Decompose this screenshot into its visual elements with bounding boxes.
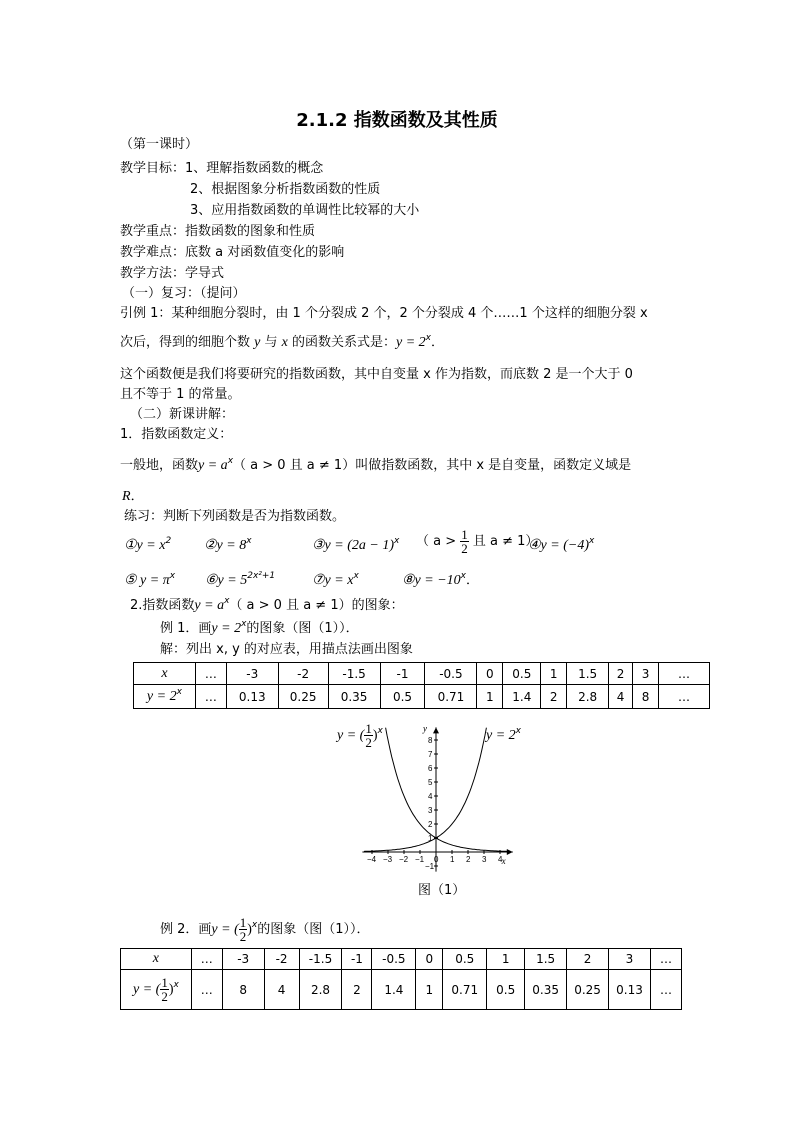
example-2-suffix: 的图象（图（1））． [257,922,370,937]
table-cell: 3 [609,949,651,970]
example-2-fraction [239,916,248,943]
graph-label-right-formula: y = 2 [486,728,516,743]
definition-formula-exp: x [227,456,234,466]
var-x: x [281,335,288,350]
table-1-label-exp: x [176,686,182,697]
teaching-method: 教学方法：学导式 [120,266,225,281]
table-cell: -3 [226,663,278,685]
table-cell: 3 [633,663,659,685]
table-2-label-num: 1 [161,975,168,990]
intro-line-2 [120,334,444,352]
example-2-formula-prefix: y = ( [211,922,239,937]
exercise-7-formula: ⑦y = x [312,573,354,588]
table-cell: … [195,685,226,709]
fraction-num: 1 [461,527,468,542]
intro-prefix: 次后，得到的细胞个数 [120,335,255,350]
exercise-1 [124,537,171,555]
table-cell: 0.13 [226,685,278,709]
exercise-4-exp: x [588,536,595,546]
exercise-6 [205,572,275,590]
objectives-label-text: 教学目标： [120,161,186,176]
exercise-3-formula: ③y = (2a − 1) [312,538,394,553]
graph-heading-exp: x [224,596,230,606]
y-axis-label: y [423,723,427,734]
table-cell: 4 [609,685,633,709]
exercise-3-cond-b: 且 a ≠ 1） [472,534,539,549]
intro-mid2: 的函数关系式是： [287,335,396,350]
objective-2: 2、根据图象分析指数函数的性质 [190,182,381,197]
table-2-label-prefix: y = ( [132,982,161,997]
table-cell: 0.5 [503,663,541,685]
table-cell: -1.5 [299,949,342,970]
table-cell: 1 [487,949,525,970]
y-tick-label: 8 [428,736,433,745]
definition-formula: y = a [198,458,228,473]
table-cell: 2 [567,949,609,970]
fraction-den: 2 [461,541,468,556]
table-cell: -1 [342,949,372,970]
exercise-5-formula: ⑤ y = π [124,573,170,588]
table-2-row-x [121,949,682,970]
table-1-row-y [134,685,710,709]
graph-label-left-den: 2 [365,735,372,750]
x-tick-label: −4 [367,855,377,864]
table-cell: -0.5 [425,663,477,685]
exercise-3-condition [416,528,538,555]
table-cell: 8 [633,685,659,709]
graph-label-left-exp: x [377,726,383,736]
table-cell: … [191,970,222,1010]
graph-heading-prefix: 2.指数函数 [130,598,195,613]
y-tick-label: −1 [425,862,435,871]
explain-line-2: 且不等于 1 的常量。 [120,387,241,402]
objective-3: 3、应用指数函数的单调性比较幂的大小 [190,203,420,218]
var-y: y [254,335,261,350]
exercise-3-cond-a: （ a > [416,534,457,549]
table-cell: … [650,970,681,1010]
table-cell: 8 [222,970,264,1010]
fraction-half [460,528,469,555]
table-cell: 0 [416,949,443,970]
x-tick-label: 1 [450,855,455,864]
intro-formula: y = 2 [395,335,426,350]
table-cell: … [650,949,681,970]
table-cell: -2 [264,949,299,970]
review-heading: （一）复习：（提问） [122,286,246,301]
x-tick-label: 3 [482,855,487,864]
table-cell: -1.5 [328,663,380,685]
table-cell: 2.8 [567,685,609,709]
table-cell: 0.35 [525,970,567,1010]
exercise-2 [204,537,252,555]
figure-caption: 图（1） [418,883,466,898]
curve-half-power-x [386,728,508,852]
objectives-label [120,160,323,178]
intro-formula-exp: x [425,333,431,343]
example-1-formula: y = 2 [211,621,242,636]
graph-label-half-power [337,722,383,749]
table-2-row-y [121,970,682,1010]
table-cell: … [195,663,226,685]
graph-label-left-suffix: ) [372,728,378,743]
table-cell: 0.71 [443,970,487,1010]
exercise-8-exp: x [460,571,466,581]
table-cell: 1.4 [372,970,416,1010]
exercise-7-exp: x [353,571,359,581]
exercise-4 [528,537,594,555]
table-row-label [121,970,192,1010]
table-cell: … [659,685,710,709]
table-row-label [134,685,196,709]
graph-heading-suffix: （ a > 0 且 a ≠ 1）的图象： [229,598,404,613]
graph-label-two-power [486,728,521,744]
graph-label-right-exp: x [515,726,521,736]
exercise-8-formula: ⑧y = −10 [402,573,461,588]
y-tick-label: 3 [428,806,433,815]
example-1-prefix: 例 1．画 [160,621,212,636]
example-1-suffix: 的图象（图（1））． [246,621,359,636]
definition-prefix: 一般地，函数 [120,458,199,473]
x-axis-arrow [507,849,513,855]
table-cell: -2 [278,663,328,685]
exercise-8-end: ． [466,573,480,588]
new-lesson-heading: （二）新课讲解： [130,407,235,422]
definition-domain: R [122,489,131,504]
table-cell: 1.5 [567,663,609,685]
x-axis-label: x [501,856,506,866]
table-cell: -1 [380,663,425,685]
exercise-6-exp: 2x²+1 [247,571,276,581]
table-1-row-x [134,663,710,685]
table-cell: 0.5 [380,685,425,709]
table-cell: 0.71 [425,685,477,709]
exercise-heading: 练习：判断下列函数是否为指数函数。 [124,509,346,524]
graph-label-left-num: 1 [365,721,372,736]
example-1-exp: x [241,619,247,629]
exercise-1-formula: ①y = x [124,538,166,553]
graph-label-left-prefix: y = ( [337,728,365,743]
definition-end: ． [130,489,144,504]
graph-heading-formula: y = a [194,598,225,613]
table-cell: -0.5 [372,949,416,970]
y-tick-label: 2 [428,820,433,829]
example-2-num: 1 [239,915,247,930]
exercise-4-formula: ④y = (−4) [528,538,589,553]
difficulty: 教学难点：底数 a 对函数值变化的影响 [120,245,345,260]
y-tick-label: 1 [428,834,433,843]
example-1 [160,620,359,638]
y-tick-label: 6 [428,764,433,773]
y-axis-arrow [433,727,439,733]
table-cell: 1 [477,685,503,709]
y-tick-label: 7 [428,750,433,759]
exercise-1-exp: 2 [165,536,172,546]
x-tick-label: −3 [383,855,393,864]
definition-domain-line [122,488,144,506]
value-table-1 [133,662,710,709]
table-cell: 1 [541,663,567,685]
page-title: 2.1.2 指数函数及其性质 [296,110,498,131]
table-cell: … [191,949,222,970]
table-cell: 0.5 [487,970,525,1010]
lesson-period: （第一课时） [120,137,199,152]
x-tick-label: −2 [399,855,409,864]
table-cell: 2 [541,685,567,709]
example-1-solution: 解：列出 x, y 的对应表，用描点法画出图象 [160,642,413,657]
intro-line-1: 引例 1：某种细胞分裂时，由 1 个分裂成 2 个，2 个分裂成 4 个……1 个这样的细胞分裂 x [120,306,648,321]
exercise-5 [124,572,175,590]
key-point: 教学重点：指数函数的图象和性质 [120,224,316,239]
table-cell: 2 [609,663,633,685]
definition-heading: 1．指数函数定义： [120,427,233,442]
x-tick-label: 0 [434,855,439,864]
objective-1: 1、理解指数函数的概念 [185,161,324,176]
example-2-prefix: 例 2．画 [160,922,212,937]
value-table-2 [120,948,682,1010]
graph-label-left-fraction [364,722,373,749]
x-tick-label: 2 [466,855,471,864]
y-tick-label: 4 [428,792,433,801]
table-cell: x [121,949,192,970]
exercise-3-exp: x [393,536,400,546]
table-cell: 1 [416,970,443,1010]
table-2-label-den: 2 [161,989,168,1004]
table-cell: 0.25 [567,970,609,1010]
table-cell: x [134,663,196,685]
graph-heading [130,597,404,615]
intro-mid1: 与 [260,335,282,350]
table-cell: … [659,663,710,685]
exercise-6-formula: ⑥y = 5 [205,573,248,588]
table-cell: 4 [264,970,299,1010]
table-cell: 1.4 [503,685,541,709]
definition-line [120,457,631,475]
example-2-exp: x [251,920,258,930]
table-1-label-formula: y = 2 [146,688,177,704]
example-2-formula-suffix: ) [247,922,252,937]
explain-line-1: 这个函数便是我们将要研究的指数函数，其中自变量 x 作为指数，而底数 2 是一个大于 0 [120,367,633,382]
table-cell: 2 [342,970,372,1010]
intro-end: ． [430,335,444,350]
table-cell: 0.35 [328,685,380,709]
y-tick-label: 5 [428,778,433,787]
exercise-2-formula: ②y = 8 [204,538,247,553]
exercise-2-exp: x [246,536,252,546]
table-2-label-suffix: ) [168,982,174,997]
table-cell: 0.25 [278,685,328,709]
exercise-5-exp: x [169,571,176,581]
x-tick-label: −1 [415,855,425,864]
table-2-label-exp: x [173,980,179,990]
table-cell: 0.13 [609,970,651,1010]
definition-condition: （ a > 0 且 a ≠ 1）叫做指数函数，其中 x 是自变量，函数定义域是 [233,458,632,473]
table-cell: 2.8 [299,970,342,1010]
x-tick-label: 4 [498,855,503,864]
exercise-3 [312,537,399,555]
exercise-8 [402,572,479,590]
exercise-7 [312,572,359,590]
table-cell: 1.5 [525,949,567,970]
example-2 [160,916,370,943]
table-2-label-fraction [160,976,169,1003]
example-2-den: 2 [239,929,247,944]
table-cell: 0.5 [443,949,487,970]
table-cell: 0 [477,663,503,685]
table-cell: -3 [222,949,264,970]
